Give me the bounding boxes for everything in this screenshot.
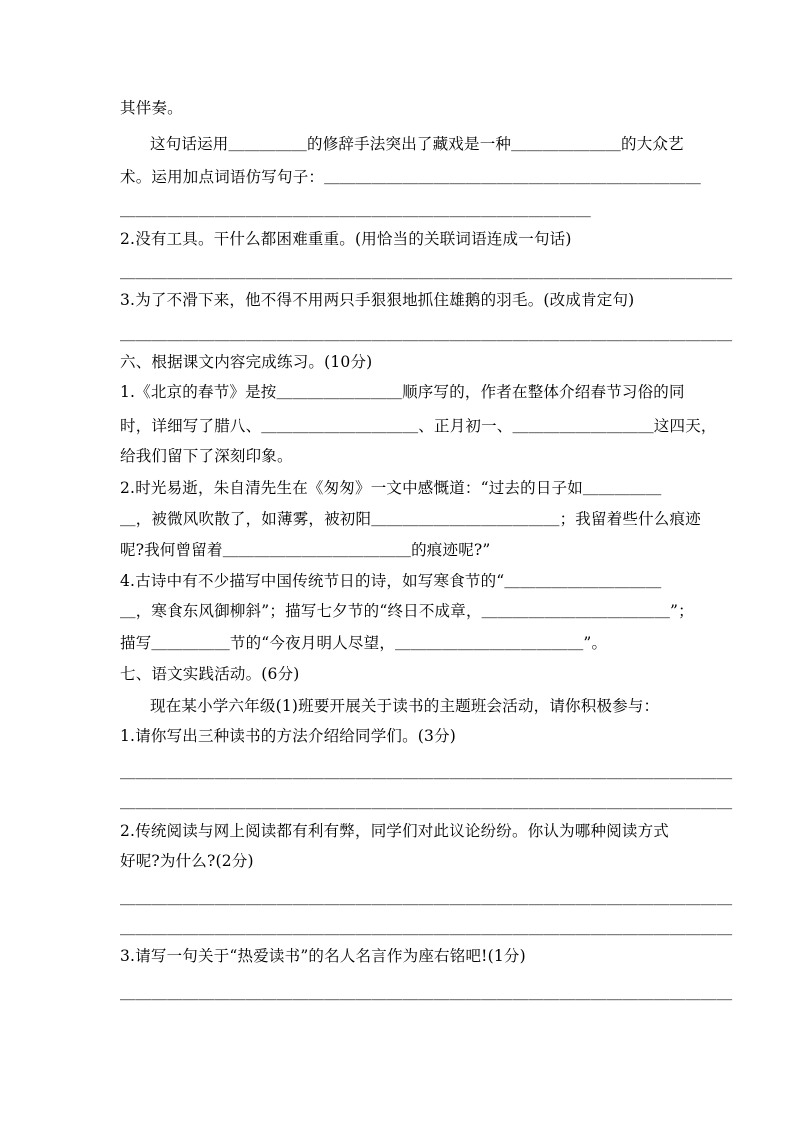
line-1: 这句话运用＿＿＿＿＿的修辞手法突出了藏戏是一种＿＿＿＿＿＿＿的大众艺 [150, 135, 684, 153]
line-18: 七、语文实践活动。(6分) [120, 665, 300, 683]
line-11: 给我们留下了深刻印象。 [120, 447, 293, 465]
line-21: ＿＿＿＿＿＿＿＿＿＿＿＿＿＿＿＿＿＿＿＿＿＿＿＿＿＿＿＿＿＿＿＿＿＿＿＿＿＿＿ [120, 763, 733, 781]
line-8: 六、根据课文内容完成练习。(10分) [120, 353, 373, 371]
line-17: 描写＿＿＿＿＿节的“今夜月明人尽望，＿＿＿＿＿＿＿＿＿＿＿＿”。 [120, 634, 608, 652]
line-15: 4.古诗中有不少描写中国传统节日的诗，如写寒食节的“＿＿＿＿＿＿＿＿＿＿ [120, 572, 662, 590]
line-26: ＿＿＿＿＿＿＿＿＿＿＿＿＿＿＿＿＿＿＿＿＿＿＿＿＿＿＿＿＿＿＿＿＿＿＿＿＿＿＿ [120, 919, 733, 937]
line-6: 3.为了不滑下来，他不得不用两只手狠狠地抓住雄鹅的羽毛。(改成肯定句) [120, 291, 635, 309]
line-9: 1.《北京的春节》是按＿＿＿＿＿＿＿＿顺序写的，作者在整体介绍春节习俗的同 [120, 383, 685, 401]
line-5: ＿＿＿＿＿＿＿＿＿＿＿＿＿＿＿＿＿＿＿＿＿＿＿＿＿＿＿＿＿＿＿＿＿＿＿＿＿＿＿ [120, 263, 733, 281]
line-19: 现在某小学六年级(1)班要开展关于读书的主题班会活动，请你积极参与： [150, 697, 660, 715]
line-13: ＿，被微风吹散了，如薄雾，被初阳＿＿＿＿＿＿＿＿＿＿＿＿；我留着些什么痕迹 [120, 510, 701, 528]
line-7: ＿＿＿＿＿＿＿＿＿＿＿＿＿＿＿＿＿＿＿＿＿＿＿＿＿＿＿＿＿＿＿＿＿＿＿＿＿＿＿ [120, 325, 733, 343]
line-20: 1.请你写出三种读书的方法介绍给同学们。(3分) [120, 727, 457, 745]
line-25: ＿＿＿＿＿＿＿＿＿＿＿＿＿＿＿＿＿＿＿＿＿＿＿＿＿＿＿＿＿＿＿＿＿＿＿＿＿＿＿ [120, 889, 733, 907]
line-3: ＿＿＿＿＿＿＿＿＿＿＿＿＿＿＿＿＿＿＿＿＿＿＿＿＿＿＿＿＿＿ [120, 201, 592, 219]
line-27: 3.请写一句关于“热爱读书”的名人名言作为座右铭吧!(1分) [120, 947, 526, 965]
line-2: 术。运用加点词语仿写句子：＿＿＿＿＿＿＿＿＿＿＿＿＿＿＿＿＿＿＿＿＿＿＿＿ [120, 168, 701, 186]
line-10: 时，详细写了腊八、＿＿＿＿＿＿＿＿＿＿、正月初一、＿＿＿＿＿＿＿＿＿这四天， [120, 417, 717, 435]
line-22: ＿＿＿＿＿＿＿＿＿＿＿＿＿＿＿＿＿＿＿＿＿＿＿＿＿＿＿＿＿＿＿＿＿＿＿＿＿＿＿ [120, 793, 733, 811]
line-23: 2.传统阅读与网上阅读都有利有弊，同学们对此议论纷纷。你认为哪种阅读方式 [120, 822, 669, 840]
line-4: 2.没有工具。干什么都困难重重。(用恰当的关联词语连成一句话) [120, 230, 572, 248]
line-0: 其伴奏。 [120, 99, 183, 117]
line-28: ＿＿＿＿＿＿＿＿＿＿＿＿＿＿＿＿＿＿＿＿＿＿＿＿＿＿＿＿＿＿＿＿＿＿＿＿＿＿＿ [120, 984, 733, 1002]
line-24: 好呢?为什么?(2分) [120, 852, 254, 870]
line-14: 呢?我何曾留着＿＿＿＿＿＿＿＿＿＿＿＿的痕迹呢?” [120, 541, 491, 559]
line-16: ＿，寒食东风御柳斜”；描写七夕节的“终日不成章，＿＿＿＿＿＿＿＿＿＿＿＿”； [120, 602, 694, 620]
line-12: 2.时光易逝，朱自清先生在《匆匆》一文中感慨道：“过去的日子如＿＿＿＿＿ [120, 479, 662, 497]
